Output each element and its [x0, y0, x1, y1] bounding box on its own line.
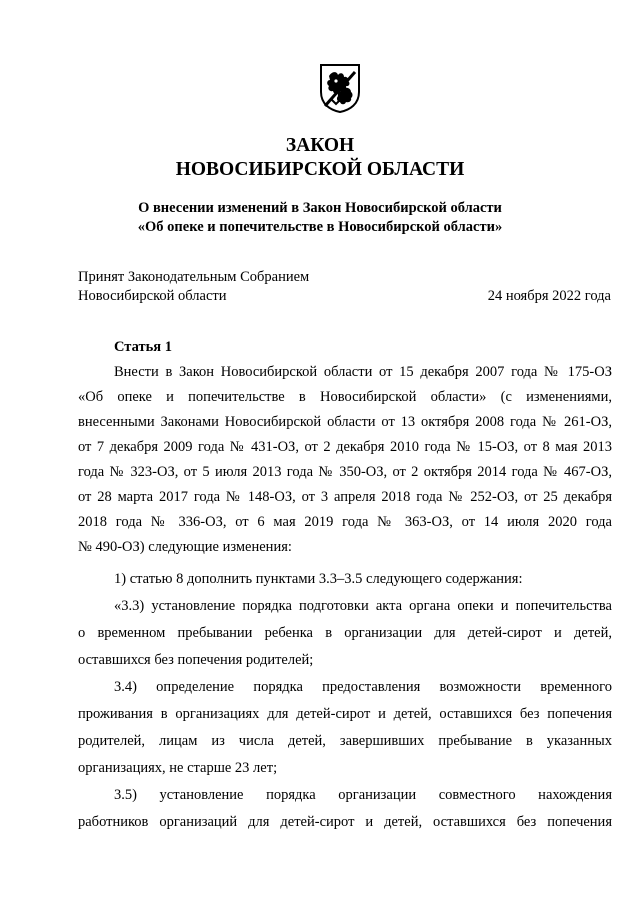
body-line: от 7 декабря 2009 года № 431-ОЗ, от 2 декабря 2010 года № 15-ОЗ, от 8 мая 2013 — [78, 439, 612, 455]
body-line: оставшихся без попечения родителей; — [78, 652, 314, 668]
body-line: 2018 года № 336-ОЗ, от 6 мая 2019 года № 363-ОЗ, от 14 июля 2020 года — [78, 514, 612, 530]
adoption-line-2: Новосибирской области — [78, 288, 227, 304]
body-line: «Об опеке и попечительстве в Новосибирской области» (с изменениями, — [78, 389, 612, 405]
region-title: НОВОСИБИРСКОЙ ОБЛАСТИ — [175, 159, 465, 180]
body-line: о временном пребывании ребенка в организации для детей-сирот и детей, — [78, 625, 612, 641]
law-title: ЗАКОН — [285, 135, 355, 156]
body-line: 1) статью 8 дополнить пунктами 3.3–3.5 следующего содержания: — [114, 571, 523, 587]
subtitle-line-1: О внесении изменений в Закон Новосибирской области — [138, 200, 502, 216]
body-line: «3.3) установление порядка подготовки акта органа опеки и попечительства — [114, 598, 612, 614]
article-heading: Статья 1 — [114, 339, 172, 355]
body-line: родителей, лицам из числа детей, завершивших пребывание в указанных — [78, 733, 612, 749]
body-line: организациях, не старше 23 лет; — [78, 760, 278, 776]
adoption-line-1: Принят Законодательным Собранием — [78, 269, 310, 285]
body-line: года № 323-ОЗ, от 5 июля 2013 года № 350-ОЗ, от 2 октября 2014 года № 467-ОЗ, — [78, 464, 612, 480]
body-line: проживания в организациях для детей-сирот и детей, оставшихся без попечения — [78, 706, 612, 722]
body-line: 3.4) определение порядка предоставления возможности временного — [114, 679, 612, 695]
body-line: 3.5) установление порядка организации совместного нахождения — [114, 787, 612, 803]
coat-of-arms-icon — [318, 62, 362, 114]
subtitle-line-2: «Об опеке и попечительстве в Новосибирской области» — [137, 219, 503, 235]
body-line: работников организаций для детей-сирот и детей, оставшихся без попечения — [78, 814, 612, 830]
body-line: внесенными Законами Новосибирской области от 13 октября 2008 года № 261-ОЗ, — [78, 414, 612, 430]
body-line: № 490-ОЗ) следующие изменения: — [78, 539, 292, 555]
body-line: Внести в Закон Новосибирской области от 15 декабря 2007 года № 175-ОЗ — [114, 364, 612, 380]
body-line: от 28 марта 2017 года № 148-ОЗ, от 3 апреля 2018 года № 252-ОЗ, от 25 декабря — [78, 489, 612, 505]
adoption-date: 24 ноября 2022 года — [487, 288, 611, 304]
